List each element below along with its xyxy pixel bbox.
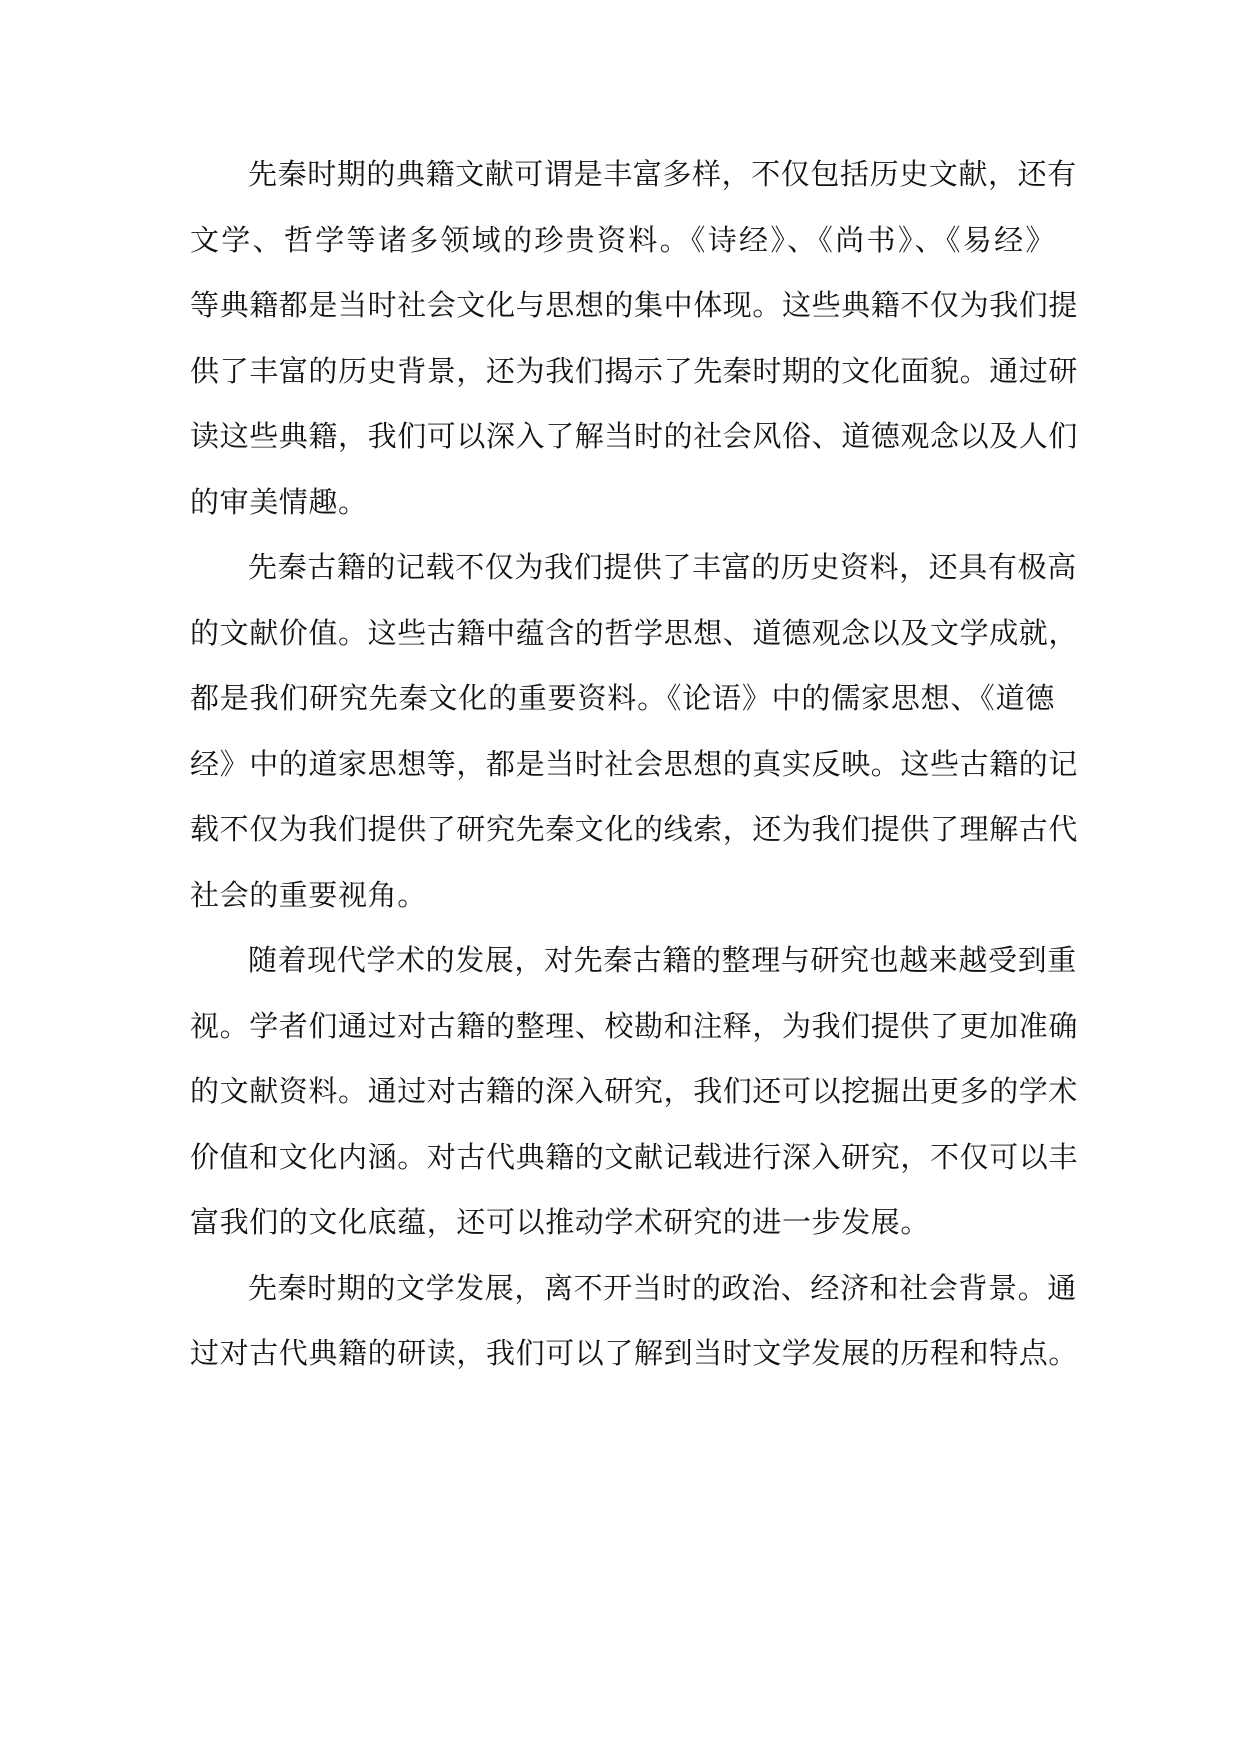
paragraph [190, 928, 1079, 1256]
paragraph [190, 142, 1079, 535]
text-line: 视。学者们通过对古籍的整理、校勘和注释，为我们提供了更加准确 [190, 1008, 1079, 1043]
text-line: 载不仅为我们提供了研究先秦文化的线索，还为我们提供了理解古代 [190, 812, 1079, 846]
text-line: 价值和文化内涵。对古代典籍的文献记载进行深入研究，不仅可以丰 [190, 1139, 1079, 1174]
text-line: 读这些典籍，我们可以深入了解当时的社会风俗、道德观念以及人们 [190, 419, 1079, 453]
paragraph [190, 1256, 1079, 1387]
text-line: 供了丰富的历史背景，还为我们揭示了先秦时期的文化面貌。通过研 [190, 353, 1079, 388]
text-line: 文学、哲学等诸多领域的珍贵资料。《诗经》、《尚书》、《易经》 [190, 222, 1055, 257]
text-line: 等典籍都是当时社会文化与思想的集中体现。这些典籍不仅为我们提 [190, 288, 1079, 322]
text-line: 富我们的文化底蕴，还可以推动学术研究的进一步发展。 [190, 1205, 931, 1239]
text-line: 经》中的道家思想等，都是当时社会思想的真实反映。这些古籍的记 [190, 746, 1079, 781]
text-line: 的文献资料。通过对古籍的深入研究，我们还可以挖掘出更多的学术 [190, 1074, 1079, 1108]
text-line: 先秦时期的典籍文献可谓是丰富多样，不仅包括历史文献，还有 [248, 157, 1077, 191]
text-line: 先秦时期的文学发展，离不开当时的政治、经济和社会背景。通 [248, 1270, 1077, 1305]
text-line: 社会的重要视角。 [190, 877, 427, 912]
text-line: 随着现代学术的发展，对先秦古籍的整理与研究也越来越受到重 [248, 943, 1077, 977]
paragraph [190, 535, 1079, 928]
document-body [190, 142, 1079, 1387]
text-line: 的审美情趣。 [190, 484, 368, 519]
text-line: 的文献价值。这些古籍中蕴含的哲学思想、道德观念以及文学成就， [190, 615, 1079, 650]
text-line: 过对古代典籍的研读，我们可以了解到当时文学发展的历程和特点。 [190, 1336, 1079, 1370]
text-line: 先秦古籍的记载不仅为我们提供了丰富的历史资料，还具有极高 [248, 550, 1077, 584]
text-line: 都是我们研究先秦文化的重要资料。《论语》中的儒家思想、《道德 [190, 681, 1055, 715]
